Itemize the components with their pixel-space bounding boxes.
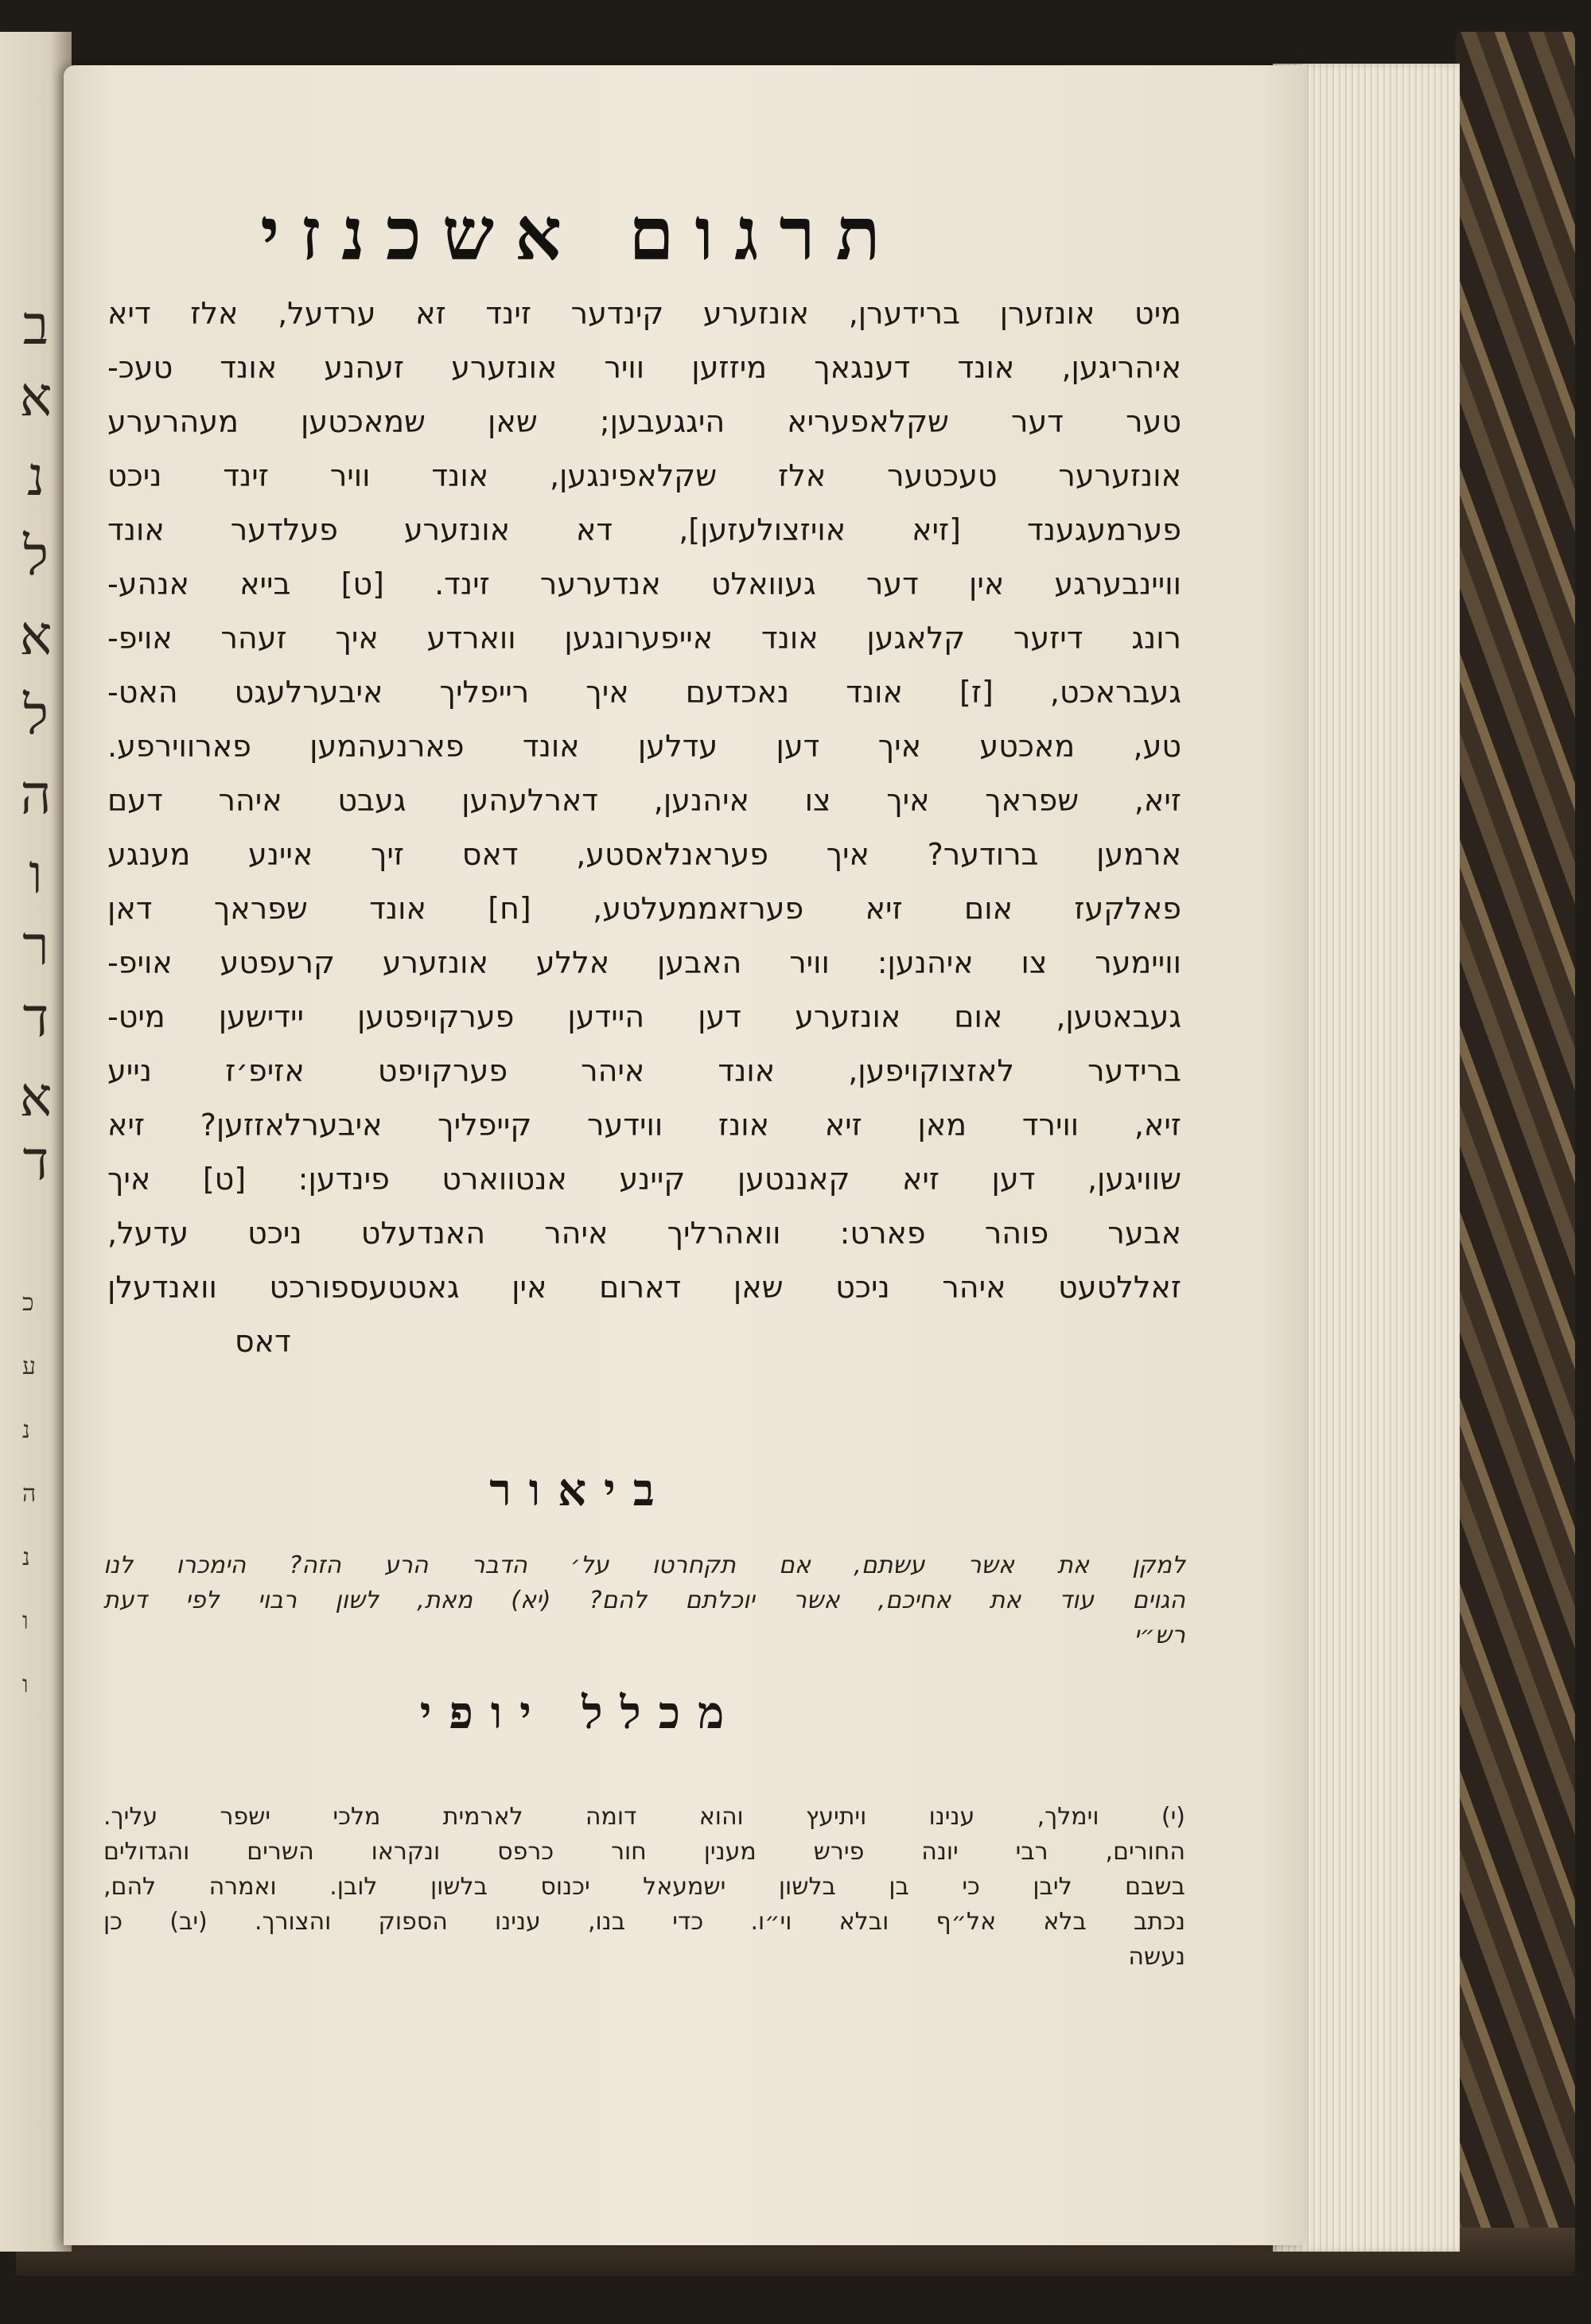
left-page-glyph: ו (29, 843, 43, 906)
left-page-small-glyph: נ (22, 1543, 30, 1571)
left-page-glyph: ה (20, 764, 52, 827)
left-page-small-glyph: ע (22, 1353, 36, 1380)
left-page-small-glyph: נ (22, 1416, 30, 1444)
text-line: טע, מאכטע איך דען עדלען אונד פארנעהמען פארווירפע. (107, 729, 1181, 764)
text-line: זאללטעט איהר ניכט שאן דארום אין גאטטעספורכט וואנדעלן (107, 1270, 1181, 1305)
left-facing-page (0, 32, 72, 2252)
left-page-glyph: ר (22, 915, 49, 978)
commentary-line: רש״י (1134, 1621, 1185, 1649)
commentary-line: נכתב בלא אל״ף ובלא וי״ו. כדי בנו, ענינו הספוק והצורך. (יב) כן (103, 1908, 1185, 1936)
text-line: וויינבערגע אין דער געוואלט אנדערער זינד. [ט] בייא אנהע- (107, 566, 1181, 601)
commentary-line: נעשה (1128, 1943, 1185, 1971)
text-line: וויימער צו איהנען: וויר האבען אללע אונזערע קרעפטע אויפ- (107, 945, 1181, 980)
text-line: פאלקעז אום זיא פערזאממעלטע, [ח] אונד שפראך דאן (107, 891, 1181, 926)
section-heading-bieur: ביאור (489, 1464, 672, 1516)
commentary-line: בשבם ליבן כי בן בלשון ישמעאל יכנוס בלשון לובן. ואמרה להם, (103, 1873, 1185, 1901)
left-page-small-glyph: כ (22, 1289, 34, 1317)
left-page-small-glyph: ו (22, 1671, 29, 1699)
text-line: אבער פוהר פארט: וואהרליך איהר האנדעלט ניכט עדעל, (107, 1216, 1181, 1251)
text-line: איהריגען, אונד דענגאך מיזזען וויר אונזערע זעהנע אונד טעכ- (107, 350, 1181, 385)
text-line: שוויגען, דען זיא קאננטען קיינע אנטווארט פינדען: [ט] איך (107, 1162, 1181, 1197)
bieur-commentary (103, 1548, 1185, 1653)
text-line: אונזערער טעכטער אלז שקלאפינגען, אונד וויר זינד ניכט (107, 458, 1181, 493)
text-line: טער דער שקלאפעריא היגגעבען; שאן שמאכטען מעהרערע (107, 404, 1181, 439)
text-line: געבראכט, [ז] אונד נאכדעם איך רייפליך איבערלעגט האט- (107, 675, 1181, 710)
text-line-catchword: דאס (235, 1324, 291, 1359)
page-title: תרגום אשכנזי (260, 191, 901, 277)
left-page-glyph: ד (22, 987, 49, 1049)
translation-text (107, 286, 1181, 1368)
text-line: ברידער לאזצוקויפען, אונד איהר פערקויפט אזיפ׳ז נייע (107, 1053, 1181, 1088)
left-page-glyph: ל (23, 525, 49, 588)
left-page-glyph: נ (26, 446, 45, 508)
commentary-line: למקן את אשר עשתם, אם תקחרטו על׳ הדבר הרע הזה? הימכרו לנו (103, 1551, 1185, 1579)
left-page-glyph: א (19, 1066, 53, 1129)
left-page-glyph: ל (23, 684, 49, 747)
text-line: רונג דיזער קלאגען אונד אייפערונגען ווארדע איך זעהר אויפ- (107, 621, 1181, 656)
text-line: זיא, ווירד מאן זיא אונז ווידער קייפליך איבערלאזזען? זיא (107, 1108, 1181, 1143)
commentary-line: הגוים עוד את אחיכם, אשר יוכלתם להם? (יא) מאת, לשון רבוי לפי דעת (103, 1586, 1185, 1614)
left-page-small-glyph: ו (22, 1607, 29, 1635)
left-page-glyph: א (19, 366, 53, 429)
text-line: געבאטען, אום אונזערע דען היידען פערקויפטען יידישען מיט- (107, 999, 1181, 1034)
left-page-glyph: א (19, 605, 53, 668)
text-line: זיא, שפראך איך צו איהנען, דארלעהען געבט איהר דעם (107, 783, 1181, 818)
text-line: מיט אונזערן ברידערן, אונזערע קינדער זינד זא ערדעל, אלז דיא (107, 296, 1181, 331)
section-heading-mikhlal-yofi: מכלל יופי (419, 1687, 742, 1739)
commentary-line: (י) וימלך, ענינו ויתיעץ והוא דומה לארמית מלכי ישפר עליך. (103, 1803, 1185, 1831)
left-page-small-glyph: ה (22, 1480, 37, 1508)
text-line: ארמען ברודער? איך פעראנלאסטע, דאס זיך איינע מענגע (107, 837, 1181, 872)
commentary-line: החורים, רבי יונה פירש מענין חור כרפס ונקראו השרים והגדולים (103, 1838, 1185, 1866)
left-page-glyph: ב (22, 294, 49, 357)
mikhlal-yofi-commentary (103, 1800, 1185, 1975)
text-line: פערמעגענד [זיא אויזצולעזען], דא אונזערע פעלדער אונד (107, 512, 1181, 547)
book-cover-edge (1456, 32, 1575, 2252)
left-page-glyph: ד (22, 1130, 49, 1193)
